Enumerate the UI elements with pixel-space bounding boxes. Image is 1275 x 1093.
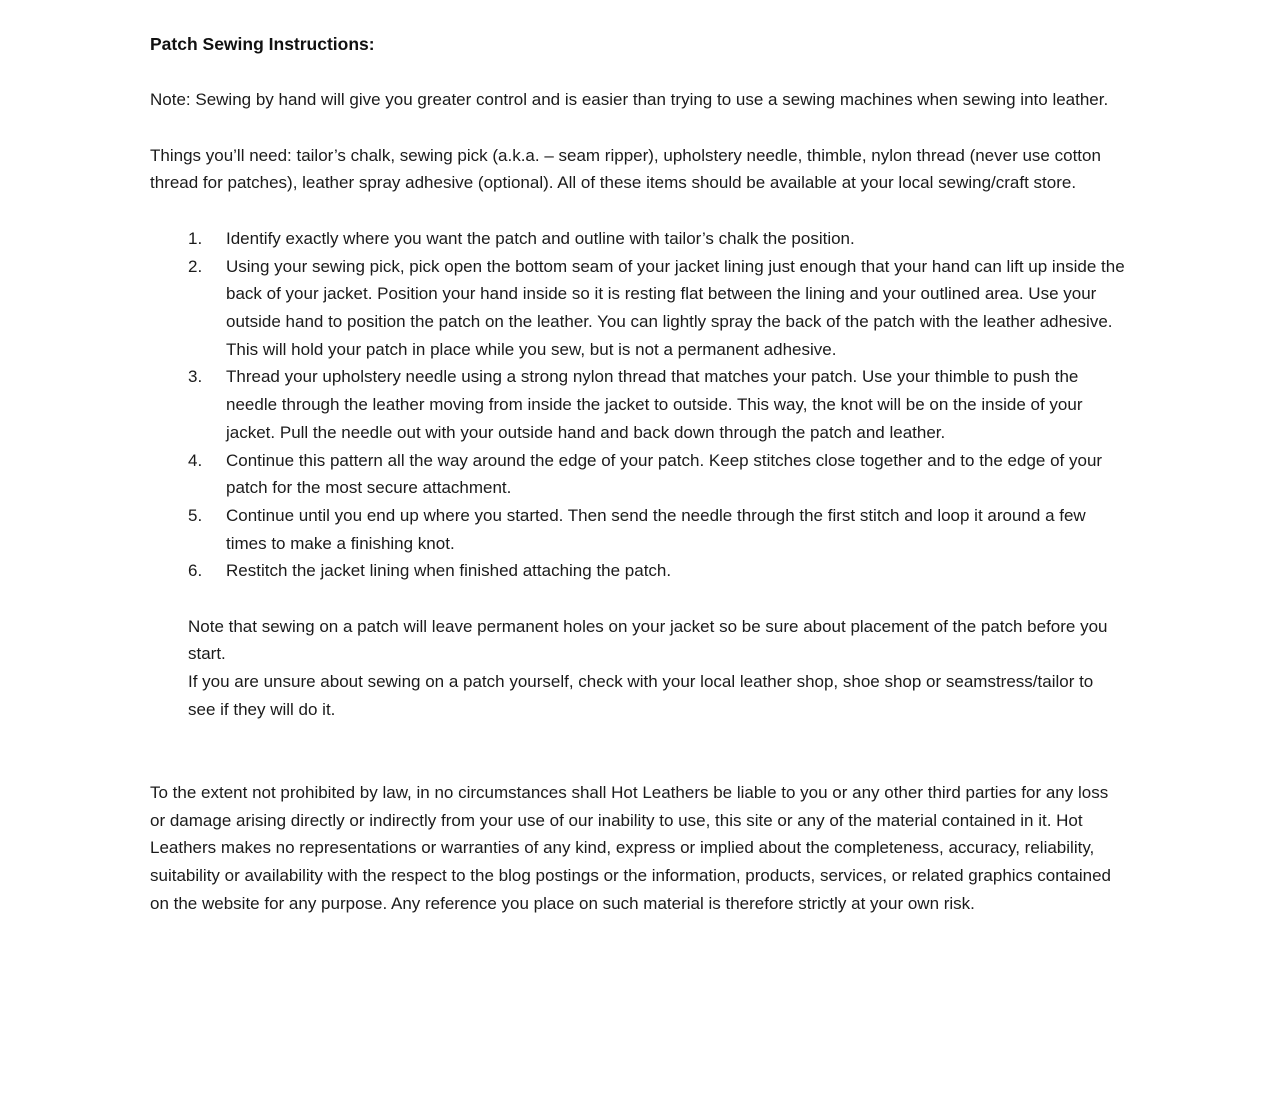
step-item-4: [150, 447, 1125, 502]
notes-block: [188, 613, 1125, 724]
step-text: Restitch the jacket lining when finished attaching the patch.: [226, 561, 672, 581]
paragraph-things-needed: Things you’ll need: tailor’s chalk, sewing pick (a.k.a. – seam ripper), upholstery needle, thimble, nylon thread (never use cotton thread for patches), leather spray adhesive (optional). All of these items should be available at your local sewing/craft store.: [150, 145, 1101, 193]
step-number: 1.: [188, 228, 203, 248]
page-title: Patch Sewing Instructions:: [150, 34, 375, 54]
note-paragraph-unsure: If you are unsure about sewing on a patch yourself, check with your local leather shop, shoe shop or seamstress/tailor to see if they will do it.: [188, 672, 1094, 719]
note-paragraph-placement: Note that sewing on a patch will leave permanent holes on your jacket so be sure about placement of the patch before you start.: [188, 616, 1108, 664]
step-text: Using your sewing pick, pick open the bottom seam of your jacket lining just enough that your hand can lift up inside the back of your jacket. Position your hand inside so it is resting flat between the lining and your outlined area. Use your outside hand to position the patch on the leather. You can lightly spray the back of the patch with the leather adhesive. This will hold your patch in place while you sew, but is not a permanent adhesive.: [226, 256, 1125, 359]
step-text: Identify exactly where you want the patch and outline with tailor’s chalk the position.: [226, 228, 855, 248]
step-item-2: [150, 253, 1125, 364]
paragraph-note-intro: Note: Sewing by hand will give you greater control and is easier than trying to use a sewing machines when sewing into leather.: [150, 90, 1109, 110]
step-number: 3.: [188, 367, 203, 387]
disclaimer-paragraph: To the extent not prohibited by law, in no circumstances shall Hot Leathers be liable to you or any other third parties for any loss or damage arising directly or indirectly from your use of our inability to use, this site or any of the material contained in it. Hot Leathers makes no representations or warranties of any kind, express or implied about the completeness, accuracy, reliability, suitability or availability with the respect to the blog postings or the information, products, services, or related graphics contained on the website for any purpose. Any reference you place on such material is therefore strictly at your own risk.: [150, 782, 1111, 913]
step-text: Continue until you end up where you started. Then send the needle through the first stitch and loop it around a few times to make a finishing knot.: [226, 505, 1086, 553]
step-text: Continue this pattern all the way around the edge of your patch. Keep stitches close together and to the edge of your patch for the most secure attachment.: [226, 450, 1103, 498]
steps-list: [150, 225, 1125, 585]
step-item-3: [150, 363, 1125, 446]
step-number: 5.: [188, 505, 203, 525]
step-number: 6.: [188, 561, 203, 581]
step-item-6: [150, 557, 1125, 585]
step-text: Thread your upholstery needle using a strong nylon thread that matches your patch. Use your thimble to push the needle through the leather moving from inside the jacket to outside. This way, the knot will be on the inside of your jacket. Pull the needle out with your outside hand and back down through the patch and leather.: [226, 367, 1083, 442]
step-item-1: [150, 225, 1125, 253]
step-item-5: [150, 502, 1125, 557]
step-number: 2.: [188, 256, 203, 276]
step-number: 4.: [188, 450, 203, 470]
